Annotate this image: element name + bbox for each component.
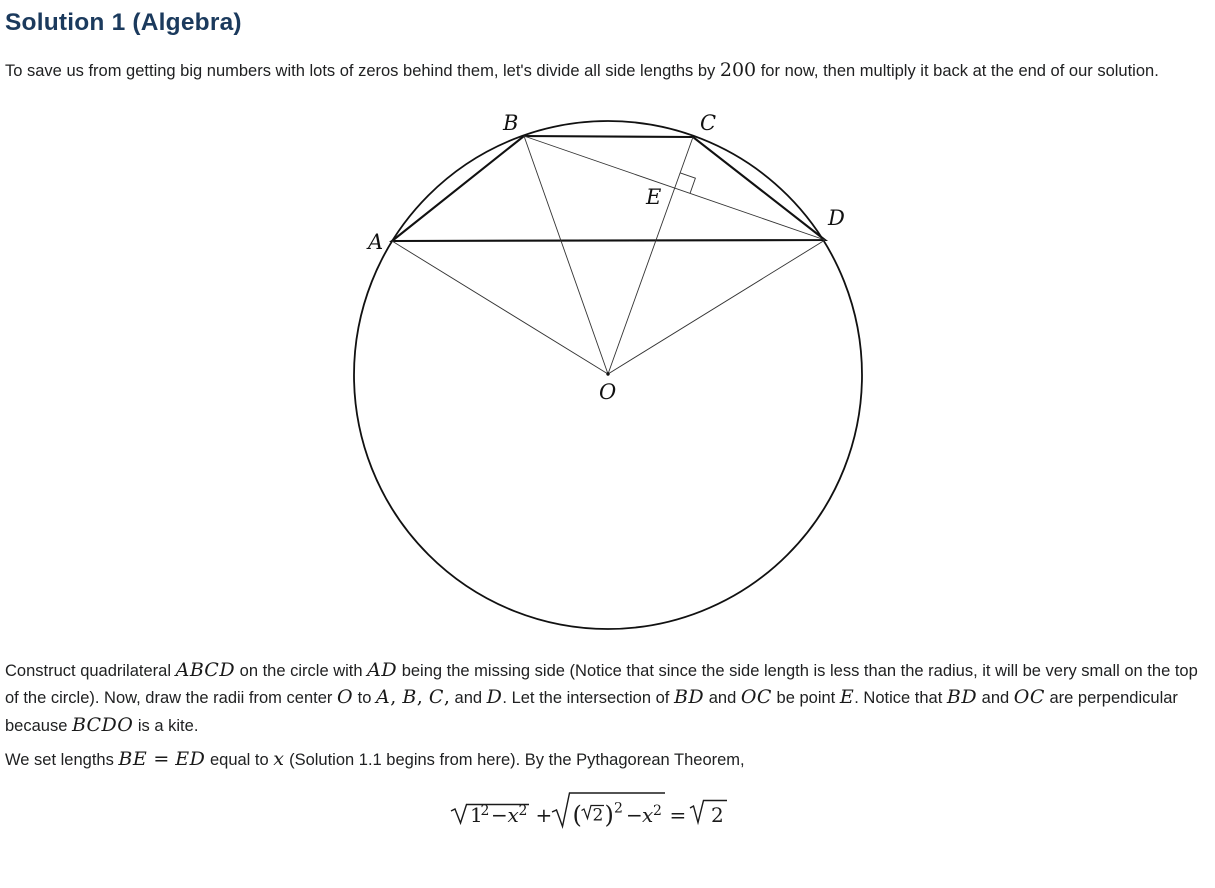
minus-operator-left: − [490,802,508,827]
text-run: To save us from getting big numbers with lots of zeros behind them, let's divide all side lengths by [5,62,720,80]
inline-math: ABCD [175,658,235,681]
right-angle-mark [680,172,695,192]
label-O: O [599,379,617,404]
inline-math: E [839,686,854,708]
pythagorean-equation [450,789,766,835]
geometry-figure [350,103,870,648]
text-run: be point [771,689,840,707]
circle-diagram [350,103,870,648]
text-run: being the missing side (Notice that since the side length is less than the radius, it will be very small on the top of the circle). Now, draw the radii from center [5,661,1198,707]
paren-exponent: 2 [613,800,623,816]
text-run: is a kite. [133,716,199,735]
inline-math: BD [946,686,977,708]
inline-math: BE = ED [118,748,205,770]
radius-OA [392,241,608,374]
inline-math: 200 [719,59,757,81]
construction-paragraph [5,657,1210,740]
term-one-exponent: 2 [480,802,489,819]
solution-article [0,8,1215,835]
center-point-O [606,372,609,375]
inline-math: O [336,686,353,708]
inline-math: BCDO [71,713,133,736]
label-B: B [503,110,519,135]
section-heading: Solution 1 (Algebra) [5,9,242,36]
text-run: We set lengths [5,751,119,769]
inline-math: A, B, C, [375,686,450,708]
inline-math: AD [367,658,397,681]
inline-math: BD [673,686,704,708]
close-paren: ) [604,800,614,829]
inline-math: OC [740,686,772,708]
term-x-left: x [507,802,519,827]
text-run: and [977,689,1014,707]
term-x-right-exponent: 2 [652,802,662,819]
inner-two: 2 [592,805,603,825]
intro-paragraph [5,57,1210,85]
text-run: Construct quadrilateral [5,661,176,680]
text-run: and [449,689,487,707]
term-one: 1 [469,802,483,827]
text-run: equal to [205,751,274,769]
text-run: to [353,689,376,707]
term-x-left-exponent: 2 [518,802,527,819]
text-run: on the circle with [235,661,368,680]
text-run: for now, then multiply it back at the end of our solution. [756,62,1159,80]
term-x-right: x [641,802,653,827]
display-equation [5,789,1210,835]
text-run: . Notice that [854,689,947,707]
text-run: and [704,689,741,707]
minus-operator-right: − [625,802,643,827]
inline-math: D [486,686,502,708]
inline-math: x [273,748,284,770]
label-C: C [700,110,717,135]
quadrilateral-ABCD [392,136,825,241]
rhs-two: 2 [710,802,724,827]
inline-math: OC [1013,686,1045,708]
open-paren: ( [572,800,582,829]
label-E: E [646,184,662,209]
label-D: D [828,205,845,230]
equals-operator: = [669,802,686,827]
text-run: . Let the intersection of [502,689,674,707]
plus-operator: + [535,802,552,827]
setup-paragraph [5,746,1210,774]
text-run: are perpendicular because [5,689,1178,735]
radius-OD [608,240,825,374]
radius-OC [608,137,693,374]
radius-OB [524,136,608,374]
label-A: A [368,229,384,254]
text-run: (Solution 1.1 begins from here). By the Pythagorean Theorem, [284,751,745,769]
